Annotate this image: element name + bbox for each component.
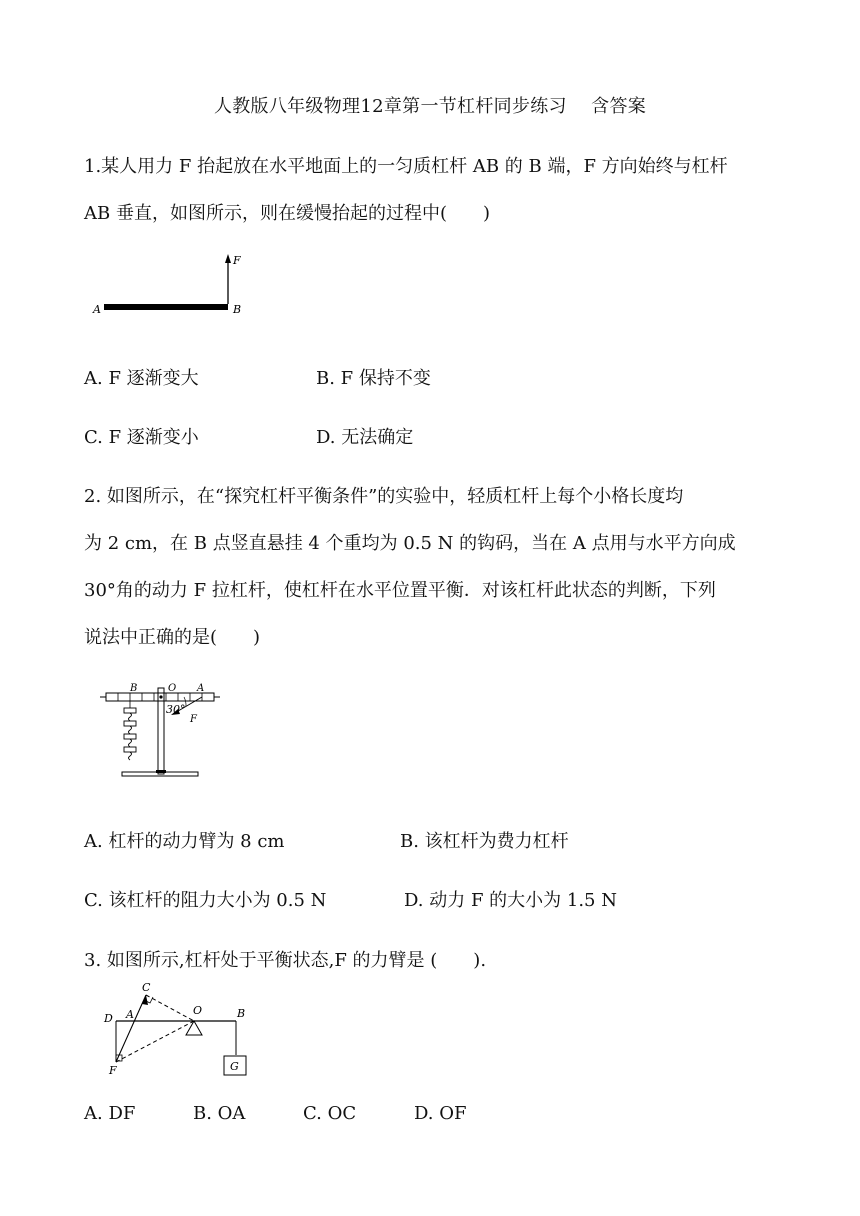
q2-lever-figure <box>100 676 230 782</box>
q2-option-b[interactable]: B. 该杠杆为费力杠杆 <box>400 831 569 852</box>
q2-label-b: B <box>130 683 138 694</box>
q3-option-a[interactable]: A. DF <box>84 1103 136 1124</box>
q2-label-a: A <box>197 683 205 694</box>
q1-stem-line2: AB 垂直，如图所示，则在缓慢抬起的过程中( ) <box>84 203 490 224</box>
q2-stem-line1: 2. 如图所示，在“探究杠杆平衡条件”的实验中，轻质杠杆上每个小格长度均 <box>84 486 684 507</box>
q1-option-d[interactable]: D. 无法确定 <box>316 427 414 448</box>
q3-label-c: C <box>142 981 151 994</box>
q2-label-o: O <box>168 683 177 694</box>
q2-stem-line4: 说法中正确的是( ) <box>84 627 261 648</box>
q3-option-d[interactable]: D. OF <box>414 1103 467 1124</box>
q1-lever-figure <box>88 250 248 325</box>
q3-label-f: F <box>109 1064 117 1077</box>
q1-option-a[interactable]: A. F 逐渐变大 <box>84 368 199 389</box>
q3-label-d: D <box>104 1012 113 1025</box>
q3-label-a: A <box>126 1008 134 1021</box>
q1-option-b[interactable]: B. F 保持不变 <box>316 368 431 389</box>
q2-option-a[interactable]: A. 杠杆的动力臂为 8 cm <box>84 831 285 852</box>
q1-label-b: B <box>233 303 242 316</box>
q3-label-b: B <box>237 1007 246 1020</box>
q2-option-c[interactable]: C. 该杠杆的阻力大小为 0.5 N <box>84 890 327 911</box>
q2-stem-line3: 30°角的动力 F 拉杠杆，使杠杆在水平位置平衡．对该杠杆此状态的判断，下列 <box>84 580 716 601</box>
q1-option-c[interactable]: C. F 逐渐变小 <box>84 427 199 448</box>
q2-label-angle: 30° <box>166 703 186 716</box>
q1-label-a: A <box>93 303 101 316</box>
q3-lever-figure <box>100 980 260 1080</box>
q3-label-o: O <box>193 1004 203 1017</box>
q1-stem-line1: 1.某人用力 F 抬起放在水平地面上的一匀质杠杆 AB 的 B 端，F 方向始终与杠杆 <box>84 156 728 177</box>
q3-option-c[interactable]: C. OC <box>303 1103 357 1124</box>
q1-label-f: F <box>233 254 241 267</box>
page-title: 人教版八年级物理12章第一节杠杆同步练习 含答案 <box>213 96 647 117</box>
q2-option-d[interactable]: D. 动力 F 的大小为 1.5 N <box>404 890 617 911</box>
q2-label-f: F <box>190 714 197 725</box>
q3-stem: 3. 如图所示,杠杆处于平衡状态,F 的力臂是 ( ). <box>84 950 487 971</box>
q2-stem-line2: 为 2 cm，在 B 点竖直悬挂 4 个重均为 0.5 N 的钩码，当在 A 点用与水平方向成 <box>84 533 736 554</box>
q3-option-b[interactable]: B. OA <box>193 1103 246 1124</box>
q3-label-g: G <box>230 1060 239 1073</box>
